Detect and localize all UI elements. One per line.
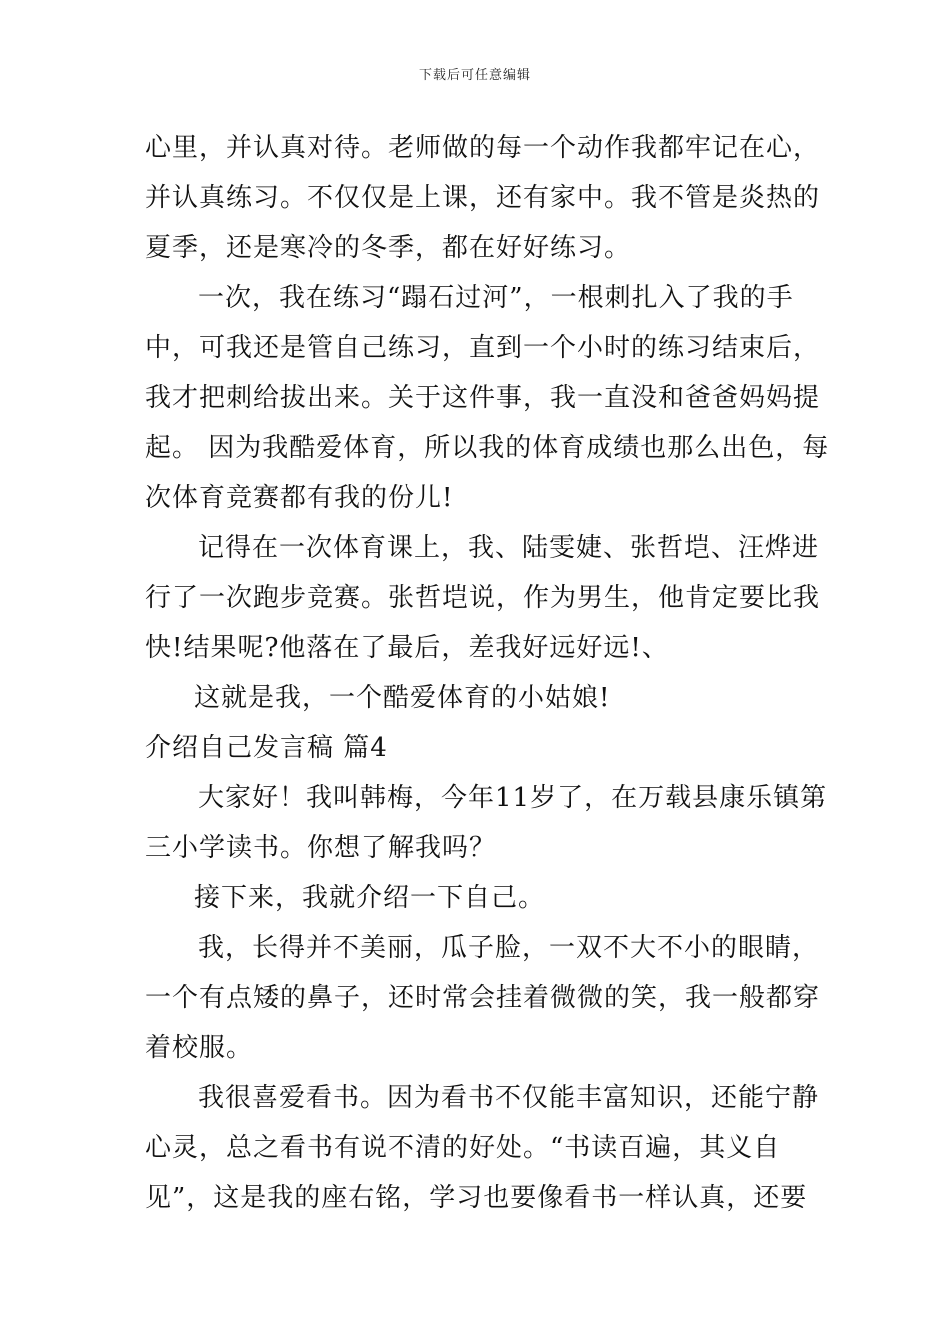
- body-line: 一个有点矮的鼻子，还时常会挂着微微的笑，我一般都穿: [145, 983, 821, 1013]
- body-line: 夏季，还是寒冷的冬季，都在好好练习。: [145, 233, 632, 263]
- body-line: 着校服。: [145, 1033, 254, 1063]
- body-line: 我，长得并不美丽，瓜子脸，一双不大不小的眼睛，: [198, 933, 820, 963]
- body-line: 起。 因为我酷爱体育，所以我的体育成绩也那么出色，每: [145, 433, 830, 463]
- body-line: 接下来，我就介绍一下自己。: [194, 883, 546, 913]
- body-line: 我才把刺给拔出来。关于这件事，我一直没和爸爸妈妈提: [145, 383, 821, 413]
- body-line: 见”，这是我的座右铭，学习也要像看书一样认真，还要: [145, 1183, 808, 1213]
- body-line: 心灵，总之看书有说不清的好处。“书读百遍，其义自: [145, 1133, 781, 1163]
- body-line: 三小学读书。你想了解我吗？: [145, 833, 497, 863]
- section-heading: 介绍自己发言稿 篇4: [145, 733, 388, 763]
- body-line: 这就是我，一个酷爱体育的小姑娘!: [194, 683, 611, 713]
- body-line: 次体育竞赛都有我的份儿!: [145, 483, 454, 513]
- body-line: 记得在一次体育课上，我、陆雯婕、张哲垲、汪烨进: [198, 533, 820, 563]
- body-line: 快!结果呢?他落在了最后，差我好远好远!、: [145, 633, 669, 663]
- body-line: 大家好！我叫韩梅，今年11岁了，在万载县康乐镇第: [198, 783, 828, 813]
- body-line: 一次，我在练习“蹋石过河”，一根刺扎入了我的手: [198, 283, 794, 313]
- body-line: 并认真练习。不仅仅是上课，还有家中。我不管是炎热的: [145, 183, 821, 213]
- body-line: 心里，并认真对待。老师做的每一个动作我都牢记在心，: [145, 133, 821, 163]
- body-line: 行了一次跑步竞赛。张哲垲说，作为男生，他肯定要比我: [145, 583, 821, 613]
- body-line: 我很喜爱看书。因为看书不仅能丰富知识，还能宁静: [198, 1083, 820, 1113]
- body-line: 中，可我还是管自己练习，直到一个小时的练习结束后，: [145, 333, 821, 363]
- header-note: 下载后可任意编辑: [418, 68, 531, 83]
